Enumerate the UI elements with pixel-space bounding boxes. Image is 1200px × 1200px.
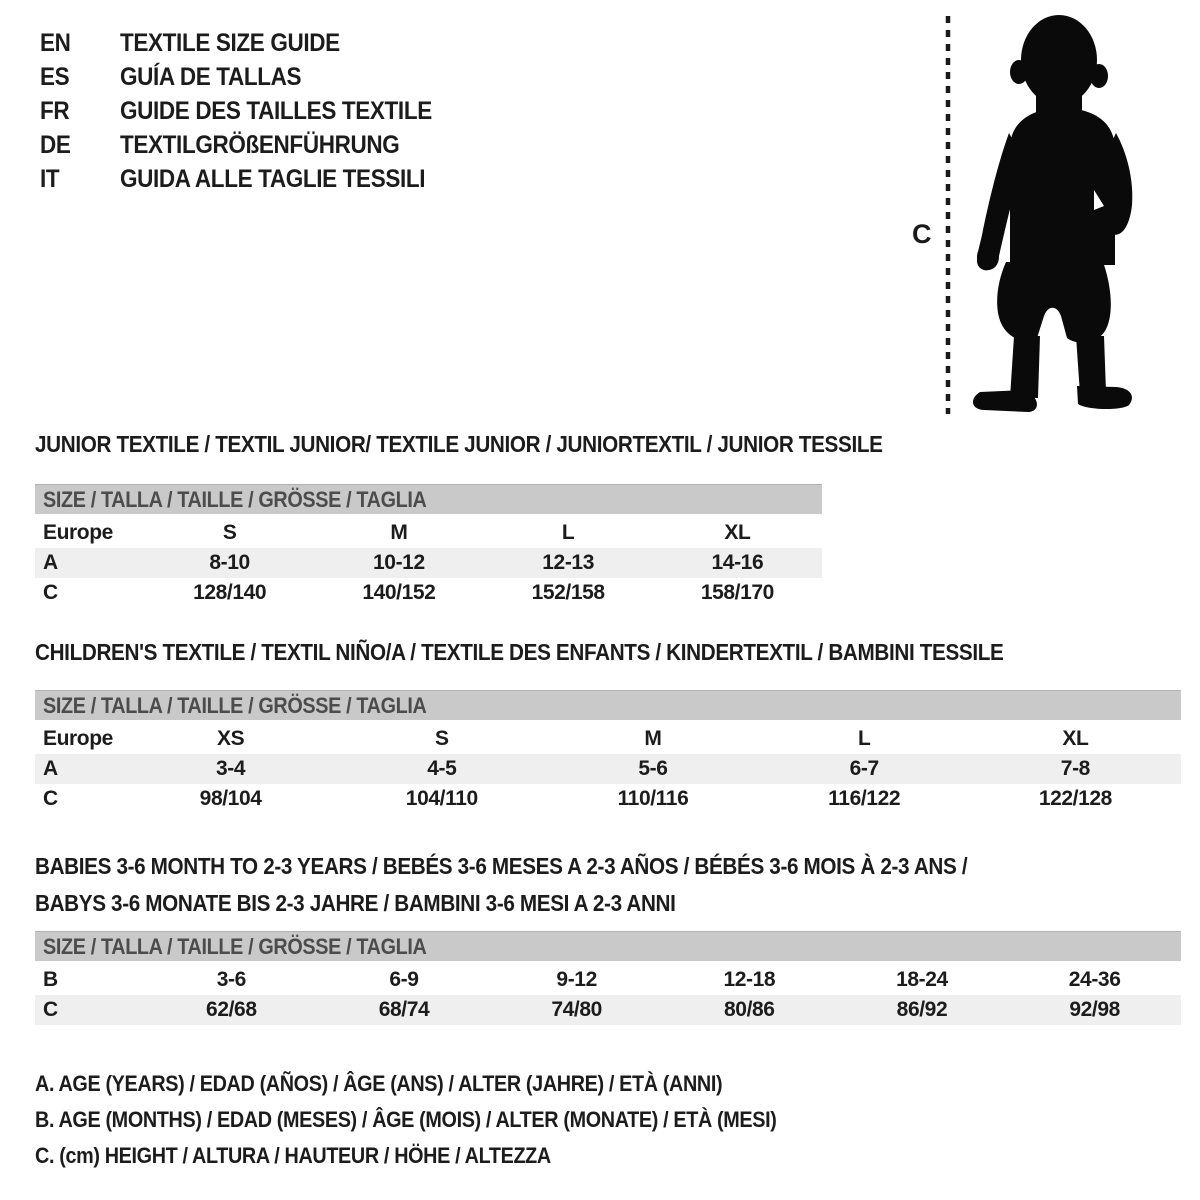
legend	[35, 1066, 859, 1174]
row-label: A	[43, 757, 58, 780]
row-label: C	[43, 581, 58, 604]
size-value: 3-4	[216, 757, 246, 780]
size-value: 92/98	[1069, 998, 1120, 1021]
row-label: B	[43, 968, 58, 991]
language-guide-title: TEXTILGRÖßENFÜHRUNG	[120, 131, 400, 159]
size-value: 116/122	[828, 787, 901, 810]
size-value: 14-16	[711, 551, 764, 574]
language-guide-title: TEXTILE SIZE GUIDE	[120, 29, 340, 57]
size-value: 110/116	[617, 787, 689, 810]
size-value: 4-5	[427, 757, 457, 780]
size-value: S	[222, 521, 237, 544]
size-header-bar: SIZE / TALLA / TAILLE / GRÖSSE / TAGLIA	[35, 931, 1181, 961]
size-value: 152/158	[531, 581, 605, 604]
row-label: C	[43, 998, 58, 1021]
size-value: 12-18	[723, 968, 776, 991]
language-guide-title: GUIDA ALLE TAGLIE TESSILI	[120, 165, 426, 193]
size-value: 18-24	[896, 968, 948, 991]
language-row	[40, 26, 467, 60]
section-childrens-textile	[35, 640, 1181, 814]
size-value: 24-36	[1068, 968, 1121, 991]
language-row	[40, 128, 467, 162]
row-label: A	[43, 551, 58, 574]
height-figure	[898, 0, 1168, 428]
size-value: 6-7	[849, 757, 879, 780]
size-value: 5-6	[638, 757, 668, 780]
table-row	[35, 754, 1181, 784]
size-value: 8-10	[209, 551, 250, 574]
size-value: XL	[724, 521, 751, 544]
junior-size-table	[35, 518, 822, 608]
language-row	[40, 162, 467, 196]
table-row	[35, 578, 822, 608]
legend-line-b: B. AGE (MONTHS) / EDAD (MESES) / ÂGE (MOIS) / ALTER (MONATE) / ETÀ (MESI)	[35, 1107, 777, 1132]
size-value: 12-13	[542, 551, 594, 574]
height-label-c: C	[912, 219, 932, 249]
size-value: 68/74	[378, 998, 430, 1021]
size-value: 122/128	[1038, 787, 1112, 810]
size-value: 86/92	[896, 998, 948, 1021]
language-code: DE	[40, 131, 71, 159]
legend-line-c: C. (cm) HEIGHT / ALTURA / HAUTEUR / HÖHE / ALTEZZA	[35, 1143, 551, 1168]
legend-line-a: A. AGE (YEARS) / EDAD (AÑOS) / ÂGE (ANS) / ALTER (JAHRE) / ETÀ (ANNI)	[35, 1071, 723, 1096]
size-value: 74/80	[551, 998, 602, 1021]
size-value: 6-9	[389, 968, 419, 991]
row-label: C	[43, 787, 58, 810]
size-header-bar: SIZE / TALLA / TAILLE / GRÖSSE / TAGLIA	[35, 484, 822, 514]
size-value: L	[561, 521, 575, 544]
section-title-junior: JUNIOR TEXTILE / TEXTIL JUNIOR/ TEXTILE JUNIOR / JUNIORTEXTIL / JUNIOR TESSILE	[35, 431, 883, 457]
language-title-list	[40, 26, 467, 196]
size-value: 9-12	[556, 968, 597, 991]
size-value: 3-6	[216, 968, 246, 991]
size-value: L	[857, 727, 871, 750]
table-row	[35, 548, 822, 578]
language-guide-title: GUÍA DE TALLAS	[120, 63, 302, 91]
size-value: 128/140	[193, 581, 267, 604]
language-code: IT	[40, 165, 60, 193]
row-label: Europe	[43, 727, 113, 750]
table-row	[35, 724, 1181, 754]
size-header-bar: SIZE / TALLA / TAILLE / GRÖSSE / TAGLIA	[35, 690, 1181, 720]
section-title-childrens: CHILDREN'S TEXTILE / TEXTIL NIÑO/A / TEXTILE DES ENFANTS / KINDERTEXTIL / BAMBINI TESSILE	[35, 639, 1004, 665]
table-row	[35, 995, 1181, 1025]
size-value: M	[390, 521, 408, 544]
language-row	[40, 94, 467, 128]
size-value: 7-8	[1060, 757, 1090, 780]
toddler-silhouette	[973, 15, 1132, 412]
size-value: 158/170	[700, 581, 774, 604]
size-value: 62/68	[206, 998, 257, 1021]
language-code: FR	[40, 97, 70, 125]
section-title-babies: BABIES 3-6 MONTH TO 2-3 YEARS / BEBÉS 3-6 MESES A 2-3 AÑOS / BÉBÉS 3-6 MOIS À 2-3 ANS / BABYS 3-6 MONATE BIS 2-3 JAHRE / BAMBINI 3-6 MESI A 2-3 ANNI	[35, 853, 968, 916]
language-guide-title: GUIDE DES TAILLES TEXTILE	[120, 97, 432, 125]
size-value: 80/86	[724, 998, 775, 1021]
row-label: Europe	[43, 521, 113, 544]
size-value: XS	[216, 727, 245, 750]
size-value: XL	[1062, 727, 1089, 750]
language-code: ES	[40, 63, 70, 91]
table-row	[35, 965, 1181, 995]
size-value: 104/110	[405, 787, 478, 810]
childrens-size-table	[35, 724, 1181, 814]
size-value: 98/104	[199, 787, 262, 810]
table-row	[35, 518, 822, 548]
size-value: S	[434, 727, 449, 750]
section-junior-textile	[35, 431, 883, 608]
language-row	[40, 60, 467, 94]
table-row	[35, 784, 1181, 814]
size-value: 10-12	[373, 551, 425, 574]
section-babies-textile	[35, 848, 1181, 1025]
size-value: M	[644, 727, 662, 750]
babies-size-table	[35, 965, 1181, 1025]
size-value: 140/152	[362, 581, 436, 604]
toddler-silhouette-figure	[898, 0, 1168, 428]
language-code: EN	[40, 29, 71, 57]
